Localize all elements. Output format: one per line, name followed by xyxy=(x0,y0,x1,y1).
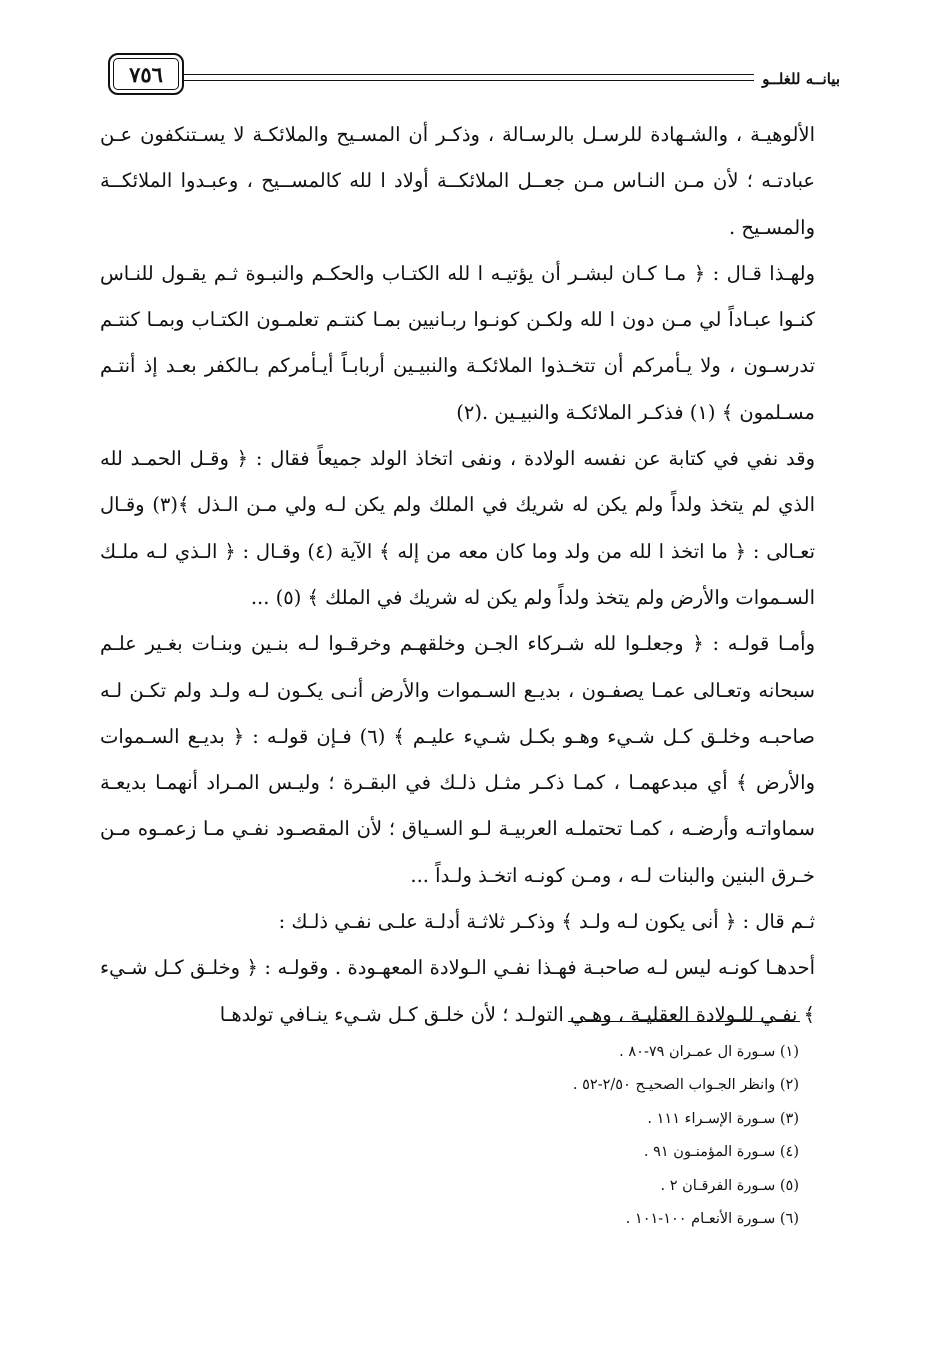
main-text xyxy=(100,112,815,1038)
paragraph: ثـم قال : ﴿ أنى يكون لـه ولـد ﴾ وذكـر ثلاثـة أدلـة علـى نفـي ذلـك : xyxy=(278,910,815,934)
page-header xyxy=(100,48,840,104)
footnote: (٤) سـورة المؤمنـون ٩١ . xyxy=(643,1144,799,1161)
header-rule xyxy=(182,74,818,75)
page-number: ٧٥٦ xyxy=(108,53,184,95)
footnote: (٢) وانظر الجـواب الصحيـح ٢/٥٠-٥٢ . xyxy=(572,1077,799,1094)
paragraph: وأمـا قولـه : ﴿ وجعلـوا لله شـركاء الجـن وخلقهـم وخرقـوا لـه بنـين وبنـات بغـير علـم سبحانه وتعـالى عمـا يصفـون ، بديـع السـموات والأرض أنـى يكـون لـه ولـد ولم تكـن لـه صاحبـه وخلـق كـل شـيء وهـو بكـل شـيء عليـم ﴾ (٦) فـإن قولـه : ﴿ بديـع السـموات والأرض ﴾ أي مبدعهمـا ، كمـا ذكـر مثـل ذلـك في البقـرة ؛ وليـس المـراد أنهمـا بديعـة سماواتـه وأرضـه ، كمـا تحتملـه العربيـة لـو السـياق ؛ لأن المقصـود نفـي مـا زعمـوه مـن خـرق البنين والبنات لـه ، ومـن كونـه اتخـذ ولـداً ... xyxy=(100,632,815,887)
footnote: (٣) سـورة الإسـراء ١١١ . xyxy=(647,1110,799,1127)
paragraph: أحدهـا كونـه ليس لـه صاحبـة فهـذا نفـي الـولادة المعهـودة . وقولـه : ﴿ وخلـق كـل شـيء ﴾ نفـي للـولادة العقليـة ، وهـي التولـد ؛ لأن خلـق كـل شـيء ينـافي تولدهـا xyxy=(100,956,815,1026)
footnote: (٥) سـورة الفرقـان ٢ . xyxy=(660,1177,799,1194)
paragraph: ولهـذا قـال : ﴿ مـا كـان لبشـر أن يؤتيـه ا لله الكتـاب والحكـم والنبـوة ثـم يقـول للنـاس كنـوا عبـاداً لي مـن دون ا لله ولكـن كونـوا ربـانيين بمـا كنتـم تعلمـون الكتـاب وبمـا كنتـم تدرسـون ، ولا يـأمركم أن تتخـذوا الملائكـة والنبيـين أربابـاً أيـأمركم بـالكفر بعـد إذ أنتـم مسـلمون ﴾ (١) فذكـر الملائكـة والنبيـين .(٢) xyxy=(100,261,815,424)
paragraph: وقد نفي في كتابة عن نفسه الولادة ، ونفى اتخاذ الولد جميعاً فقال : ﴿ وقـل الحمـد لله الذي لم يتخذ ولداً ولم يكن له شريك في الملك ولم يكن لـه ولي مـن الـذل ﴾(٣) وقـال تعـالى : ﴿ ما اتخذ ا لله من ولد وما كان معه من إله ﴾ الآية (٤) وقـال : ﴿ الـذي لـه ملـك السـموات والأرض ولم يتخذ ولداً ولم يكن له شريك في الملك ﴾ (٥) ... xyxy=(100,447,815,609)
header-rule-inner xyxy=(182,80,818,81)
footnote: (١) سـورة ال عمـران ٧٩-٨٠ . xyxy=(619,1044,799,1060)
running-title: بيانــه للغلــو xyxy=(754,70,840,88)
paragraph: الألوهيـة ، والشـهادة للرسـل بالرسـالة ، وذكـر أن المسـيح والملائكـة لا يسـتنكفون عـن عبادتـه ؛ لأن مـن النـاس مـن جعــل الملائكــة أولاد ا لله كالمســيح ، وعبـدوا الملائكــة والمسـيح . xyxy=(100,123,815,239)
footnote-separator xyxy=(568,1021,800,1022)
footnotes xyxy=(399,1036,799,1236)
footnote: (٦) سـورة الأنعـام ١٠٠-١٠١ . xyxy=(625,1211,799,1228)
